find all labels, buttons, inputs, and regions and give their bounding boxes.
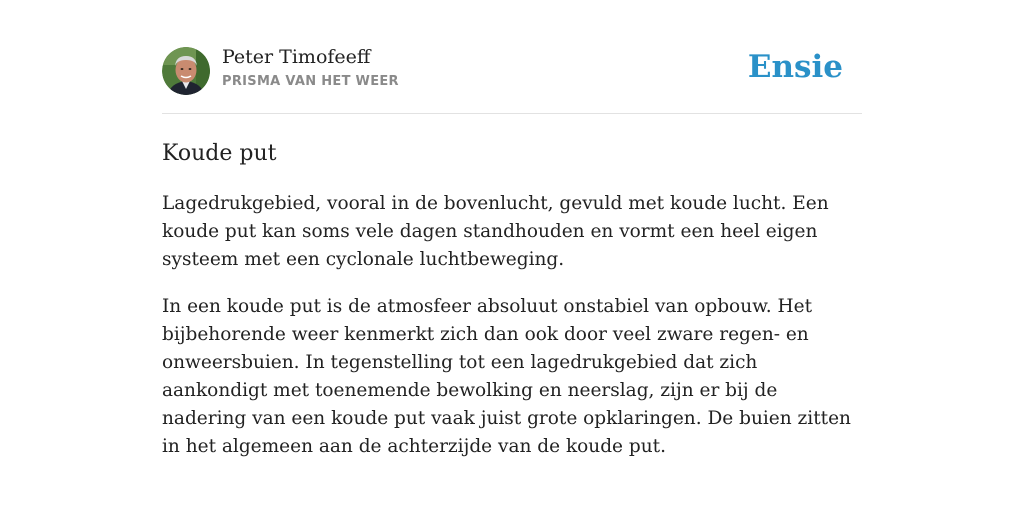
definition-paragraph: Lagedrukgebied, vooral in de bovenlucht, gevuld met koude lucht. Een koude put kan soms vele dagen standhouden en vormt een heel eigen systeem met een cyclonale luchtbeweging. [162, 193, 829, 270]
entry-title: Koude put [162, 141, 277, 166]
card-header [162, 42, 862, 114]
author-source[interactable]: PRISMA VAN HET WEER [222, 74, 399, 89]
definition-paragraph: In een koude put is de atmosfeer absoluut onstabiel van opbouw. Het bijbehorende weer kenmerkt zich dan ook door veel zware regen- en onweersbuien. In tegenstelling tot een lagedrukgebied dat zich aankondigt met toenemende bewolking en neerslag, zijn er bij de nadering van een koude put vaak juist grote opklaringen. De buien zitten in het algemeen aan de achterzijde van de koude put. [162, 296, 851, 457]
entry-definition [162, 190, 862, 461]
ensie-logo[interactable]: Ensie [747, 49, 843, 85]
author-name[interactable]: Peter Timofeeff [222, 46, 371, 68]
author-avatar[interactable] [162, 47, 210, 95]
definition-card [162, 42, 862, 461]
